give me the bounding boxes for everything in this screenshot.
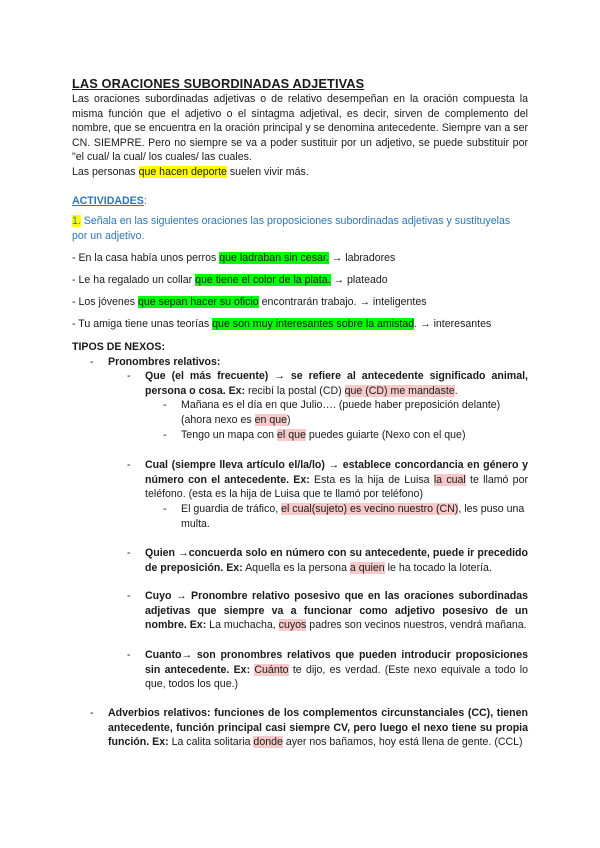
- item-before: - Le ha regalado un collar: [72, 274, 196, 286]
- que-sub-2: [181, 428, 528, 443]
- cual-sub-1: [181, 502, 528, 531]
- example-highlight: que hacen deporte: [138, 165, 227, 178]
- item-after: → labradores: [328, 252, 396, 264]
- item-highlight: que sepan hacer su oficio: [137, 296, 259, 308]
- quien-highlight: a quien: [349, 561, 385, 574]
- item-after: encontrarán trabajo. → inteligentes: [258, 296, 427, 308]
- sub-highlight: en que: [254, 413, 288, 426]
- adverbios-end: ayer nos bañamos, hoy está llena de gente. (CCL): [282, 736, 523, 749]
- que-bold: Que (el más frecuente) → se refiere al antecedente significado animal, persona o cosa. Ex:: [145, 370, 528, 397]
- nexo-que: [145, 369, 528, 398]
- cual-highlight: la cual: [433, 473, 466, 486]
- instruction-text: Señala en las siguientes oraciones las proposiciones subordinadas adjetivas y sustituyelas por un adjetivo.: [72, 215, 511, 242]
- item-highlight: que son muy interesantes sobre la amistad: [212, 318, 415, 330]
- list-dash: -: [127, 459, 131, 471]
- quien-bold: Quien →concuerda solo en número con su antecedente, puede ir precedido de preposición. Ex:: [145, 547, 528, 574]
- activities-heading: [72, 194, 528, 209]
- activity-item-1: [72, 251, 528, 266]
- sub-before: El guardia de tráfico,: [181, 503, 282, 515]
- item-after: . → interesantes: [414, 318, 492, 330]
- que-sub-1: [181, 398, 528, 427]
- que-highlight: que (CD) me mandaste: [344, 384, 455, 397]
- item-before: - Tu amiga tiene unas teorías: [72, 318, 213, 330]
- sub-after: ): [287, 413, 291, 426]
- list-dash: -: [163, 399, 167, 411]
- activity-instruction: [72, 214, 528, 243]
- page-title: LAS ORACIONES SUBORDINADAS ADJETIVAS: [72, 76, 365, 91]
- pronombres-label: Pronombres relativos:: [108, 356, 221, 368]
- item-after: → plateado: [330, 274, 388, 286]
- nexo-cual: [145, 458, 528, 502]
- que-text: recibí la postal (CD): [245, 384, 345, 397]
- nexo-cuanto: [145, 648, 528, 692]
- cuanto-bold: Cuanto→ son pronombres relativos que pueden introducir proposiciones sin antecedente. Ex:: [145, 649, 528, 676]
- sub-after: puedes guiarte (Nexo con el que): [305, 429, 466, 441]
- activities-heading-text: ACTIVIDADES: [72, 195, 144, 207]
- cual-text: Esta es la hija de Luisa: [309, 473, 434, 486]
- sub-after: , les puso una multa.: [181, 503, 525, 530]
- item-before: - Los jóvenes: [72, 296, 138, 308]
- nexo-adverbios: [108, 706, 528, 750]
- activity-item-4: [72, 317, 528, 332]
- item-before: - En la casa había unos perros: [72, 252, 220, 264]
- cual-bold: Cual (siempre lleva artículo el/la/lo) → establece concordancia en género y número con el antecedente. Ex:: [145, 459, 528, 486]
- quien-end: le ha tocado la lotería.: [384, 561, 492, 574]
- list-dash: -: [90, 707, 94, 719]
- nexo-cuyo: [145, 589, 528, 633]
- adverbios-bold: Adverbios relativos: funciones de los complementos circunstanciales (CC), tienen antecedente, función principal casi siempre CV, pero luego el nexo tiene su propia función. Ex:: [108, 707, 528, 749]
- sub-before: Tengo un mapa con: [181, 429, 277, 441]
- list-dash: -: [90, 356, 94, 368]
- activity-item-3: [72, 295, 528, 310]
- example-after: suelen vivir más.: [229, 165, 309, 178]
- que-end: .: [454, 384, 458, 397]
- quien-text: Aquella es la persona: [242, 561, 350, 574]
- activities-heading-colon: :: [143, 195, 147, 207]
- sub-before: Mañana es el día en que Julio…. (puede haber preposición delante) (ahora nexo es: [181, 399, 501, 426]
- intro-text: Las oraciones subordinadas adjetivas o de relativo desempeñan en la oración compuesta la misma función que el adjetivo o el sintagma adjetival, es decir, sirven de complemento del nombre, que se encuentra en la oración principal y se denomina antecedente. Siempre van a ser CN. SIEMPRE. Pero no siempre se va a poder sustituir por un adjetivo, se puede substituir por "el cual/ la cual/ los cuales/ las cuales.: [72, 93, 528, 164]
- nexo-quien: [145, 546, 528, 575]
- cuanto-end: te dijo, es verdad. (Este nexo equivale a todo lo que, todos los que.): [145, 663, 528, 691]
- cuyo-bold: Cuyo → Pronombre relativo posesivo que en las oraciones subordinadas adjetivas que siempre va a funcionar como adjetivo posesivo de un nombre. Ex:: [145, 590, 528, 632]
- cuyo-highlight: cuyos: [278, 619, 307, 632]
- example-before: Las personas: [72, 165, 136, 178]
- cuanto-highlight: Cuánto: [254, 663, 289, 676]
- sub-highlight: el que: [277, 429, 306, 441]
- cuyo-end: padres son vecinos nuestros, vendrá mañana.: [306, 619, 527, 632]
- activity-item-2: [72, 273, 528, 288]
- list-dash: -: [163, 429, 167, 441]
- list-dash: -: [163, 503, 167, 515]
- list-dash: -: [127, 370, 131, 382]
- item-highlight: que ladraban sin cesar.: [219, 252, 329, 264]
- list-dash: -: [127, 649, 131, 661]
- list-dash: -: [127, 590, 131, 602]
- item-highlight: que tiene el color de la plata.: [195, 274, 331, 286]
- adverbios-text: La calita solitaria: [168, 736, 254, 749]
- instruction-number: 1.: [72, 215, 81, 227]
- cuyo-text: La muchacha,: [206, 619, 279, 632]
- adverbios-highlight: donde: [253, 736, 283, 749]
- cual-end: te llamó por teléfono. (esta es la hija de Luisa que te llamó por teléfono): [145, 473, 528, 501]
- list-dash: -: [127, 547, 131, 559]
- nexos-heading: TIPOS DE NEXOS:: [72, 341, 166, 353]
- intro-paragraph: [72, 92, 528, 180]
- sub-highlight: el cual(sujeto) es vecino nuestro (CN): [281, 503, 459, 515]
